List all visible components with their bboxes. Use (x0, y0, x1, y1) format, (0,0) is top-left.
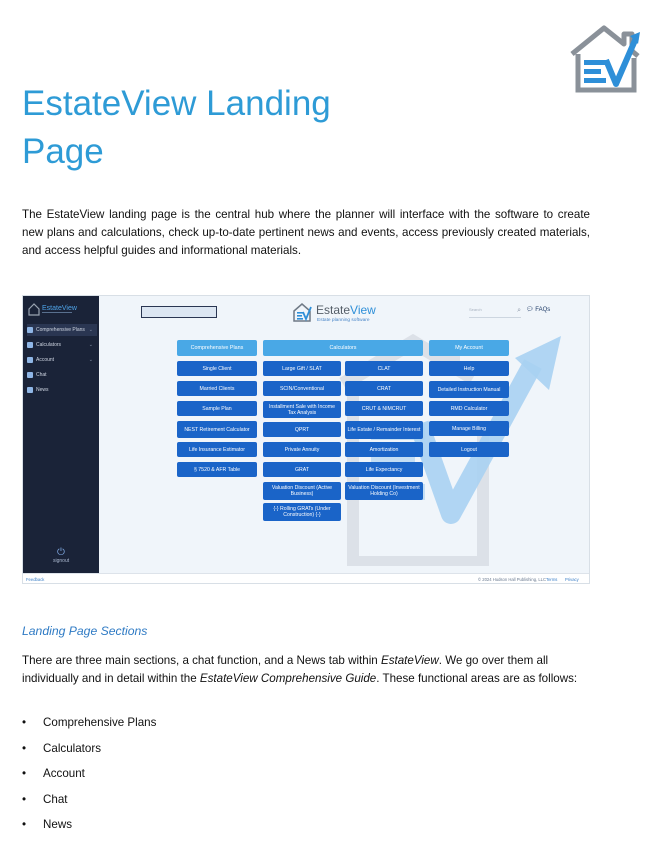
list-item-label: News (43, 818, 72, 832)
sidebar-item-chat[interactable] (27, 369, 97, 381)
list-item-label: Account (43, 767, 85, 781)
p2-part: . These functional areas are as follows: (376, 672, 578, 685)
landing-page-screenshot (22, 295, 590, 584)
bullet: • (22, 818, 27, 832)
p2-italic: EstateView Comprehensive Guide (199, 672, 377, 685)
brand-view: View (350, 303, 376, 317)
search-placeholder: Search (469, 307, 482, 312)
sidebar-item-calculators[interactable] (27, 339, 97, 351)
large-gift-slat-button[interactable]: Large Gift / SLAT (263, 361, 341, 376)
crat-button[interactable]: CRAT (345, 381, 423, 396)
svg-text:EstateView (316, 303, 376, 317)
logout-button[interactable]: Logout (429, 442, 509, 457)
sidebar-item-label: Chat (36, 372, 47, 378)
screenshot-footer (23, 573, 590, 584)
signout-button[interactable] (53, 548, 69, 564)
plans-icon (27, 327, 33, 333)
intro-paragraph: The EstateView landing page is the central hub where the planner will interface with the software to create new plans and calculations, check up-to-date pertinent news and events, access previously created materials, and access helpful guides and informational materials. (22, 208, 590, 257)
search-icon: ⌕ (517, 307, 521, 314)
page-title-line2: Page (22, 132, 104, 171)
sections-paragraph (22, 652, 590, 688)
sections-list (22, 714, 156, 842)
bullet: • (22, 741, 27, 755)
brand-tagline: Estate planning software (317, 318, 370, 323)
sidebar-item-label: Comprehensive Plans (36, 327, 85, 333)
sidebar-brand: EstateView (42, 305, 77, 312)
chat-icon (27, 372, 33, 378)
grat-button[interactable]: GRAT (263, 462, 341, 477)
p2-part: . We go over them all individually and in detail within the (22, 654, 549, 685)
chevron-down-icon: ⌄ (88, 357, 93, 363)
sidebar-logo (27, 302, 95, 316)
help-button[interactable]: Help (429, 361, 509, 376)
bullet: • (22, 767, 27, 781)
single-client-button[interactable]: Single Client (177, 361, 257, 376)
life-expectancy-button[interactable]: Life Expectancy (345, 462, 423, 477)
sidebar-item-news[interactable] (27, 384, 97, 396)
bullet: • (22, 792, 27, 806)
sidebar (23, 296, 99, 573)
chat-bubble-icon: 💬︎ (526, 307, 534, 313)
signout-label: signout (53, 558, 70, 564)
nest-retirement-button[interactable]: NEST Retirement Calculator (177, 421, 257, 438)
crut-nimcrut-button[interactable]: CRUT & NIMCRUT (345, 401, 423, 416)
list-item (22, 791, 156, 817)
afr-table-button[interactable]: § 7520 & AFR Table (177, 462, 257, 477)
account-icon (27, 357, 33, 363)
chevron-down-icon: ⌄ (88, 342, 93, 348)
life-estate-button[interactable]: Life Estate / Remainder Interest (345, 421, 423, 439)
copyright-text: © 2024 Hudson Hall Publishing, LLC (478, 577, 547, 582)
page-title-line1: EstateView Landing (22, 84, 331, 123)
sidebar-item-comprehensive-plans[interactable] (27, 324, 97, 336)
comprehensive-plans-header: Comprehensive Plans (177, 340, 257, 356)
power-icon: ⏻ (57, 547, 65, 558)
list-item (22, 740, 156, 766)
header-logo (291, 300, 395, 324)
sidebar-item-label: News (36, 387, 49, 393)
list-item (22, 714, 156, 740)
chevron-down-icon: ⌄ (88, 327, 93, 333)
section-heading: Landing Page Sections (22, 624, 148, 638)
list-item-label: Comprehensive Plans (43, 716, 157, 729)
rmd-calculator-button[interactable]: RMD Calculator (429, 401, 509, 416)
news-icon (27, 387, 33, 393)
sidebar-item-label: Calculators (36, 342, 62, 348)
bullet: • (22, 716, 27, 729)
calculators-header: Calculators (263, 340, 423, 356)
valuation-discount-holding-button[interactable]: Valuation Discount (Investment Holding Co) (345, 482, 423, 500)
p2-part: There are three main sections, a chat function, and a News tab within (22, 654, 381, 667)
faqs-link[interactable] (526, 306, 550, 313)
clat-button[interactable]: CLAT (345, 361, 423, 376)
list-item-label: Calculators (43, 741, 101, 755)
rolling-grats-button[interactable]: {-} Rolling GRATs (Under Construction) {-} (263, 503, 341, 521)
feedback-link[interactable]: Feedback (26, 577, 45, 582)
life-insurance-button[interactable]: Life Insurance Estimator (177, 442, 257, 457)
my-account-header: My Account (429, 340, 509, 356)
private-annuity-button[interactable]: Private Annuity (263, 442, 341, 457)
page-title (22, 80, 331, 176)
brand-estate: Estate (316, 303, 351, 317)
married-clients-button[interactable]: Married Clients (177, 381, 257, 396)
privacy-link[interactable]: Privacy (565, 577, 579, 582)
sample-plan-button[interactable]: Sample Plan (177, 401, 257, 416)
header-search-input[interactable] (469, 307, 521, 318)
sidebar-item-label: Account (36, 357, 55, 363)
manage-billing-button[interactable]: Manage Billing (429, 421, 509, 436)
faqs-label: FAQs (535, 307, 551, 313)
amortization-button[interactable]: Amortization (345, 442, 423, 457)
p2-italic: EstateView (380, 654, 439, 667)
instruction-manual-button[interactable]: Detailed Instruction Manual (429, 381, 509, 398)
scin-button[interactable]: SCIN/Conventional (263, 381, 341, 396)
list-item (22, 765, 156, 791)
list-item-label: Chat (43, 792, 68, 806)
calculator-icon (27, 342, 33, 348)
installment-sale-button[interactable]: Installment Sale with Income Tax Analysis (263, 401, 341, 418)
sidebar-item-account[interactable] (27, 354, 97, 366)
list-item (22, 816, 156, 842)
search-box[interactable] (141, 306, 217, 318)
valuation-discount-active-button[interactable]: Valuation Discount (Active Business) (263, 482, 341, 500)
estateview-logo (566, 24, 644, 94)
terms-link[interactable]: Terms (546, 577, 558, 582)
qprt-button[interactable]: QPRT (263, 422, 341, 437)
